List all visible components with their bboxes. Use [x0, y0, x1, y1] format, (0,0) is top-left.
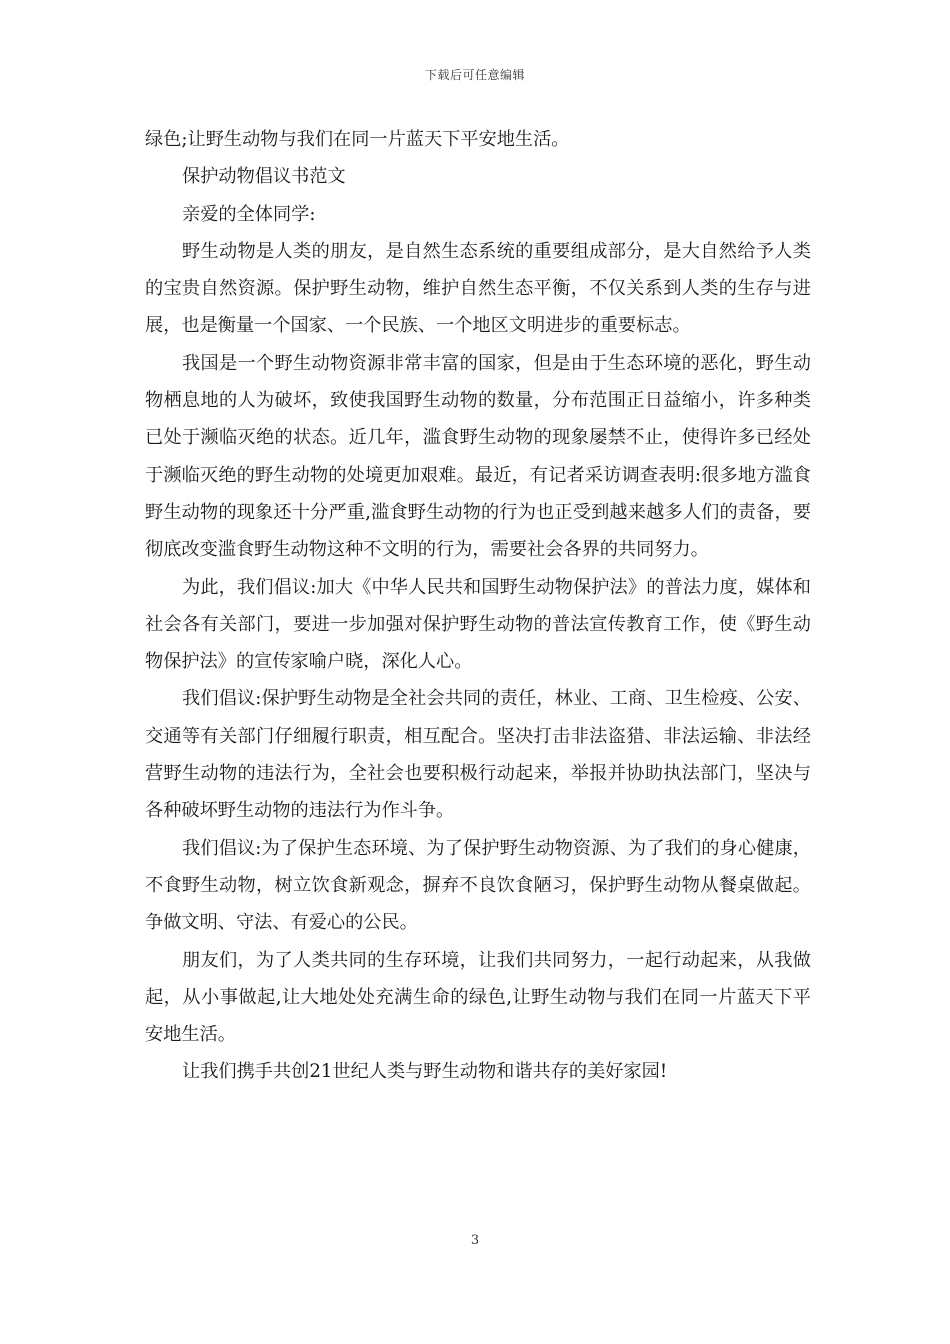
page-header: 下载后可任意编辑: [424, 68, 525, 82]
paragraph: 朋友们，为了人类共同的生存环境，让我们共同努力，一起行动起来，从我做起，从小事做起,让大地处处充满生命的绿色,让野生动物与我们在同一片蓝天下平安地生活。: [145, 949, 811, 1046]
salutation: 亲爱的全体同学:: [182, 203, 316, 225]
document-body: [145, 121, 811, 1091]
paragraph: 野生动物是人类的朋友，是自然生态系统的重要组成部分，是大自然给予人类的宝贵自然资源。保护野生动物，维护自然生态平衡，不仅关系到人类的生存与进展，也是衡量一个国家、一个民族、一个地区文明进步的重要标志。: [145, 240, 811, 337]
paragraph: 我们倡议:保护野生动物是全社会共同的责任，林业、工商、卫生检疫、公安、交通等有关部门仔细履行职责，相互配合。坚决打击非法盗猎、非法运输、非法经营野生动物的违法行为，全社会也要积极行动起来，举报并协助执法部门，坚决与各种破坏野生动物的违法行为作斗争。: [145, 688, 811, 822]
paragraph-continuation: 绿色;让野生动物与我们在同一片蓝天下平安地生活。: [145, 129, 570, 150]
paragraph: 为此，我们倡议:加大《中华人民共和国野生动物保护法》的普法力度，媒体和社会各有关部门，要进一步加强对保护野生动物的普法宣传教育工作，使《野生动物保护法》的宣传家喻户晓，深化人心。: [145, 576, 811, 673]
paragraph: 我国是一个野生动物资源非常丰富的国家，但是由于生态环境的恶化，野生动物栖息地的人为破坏，致使我国野生动物的数量，分布范围正日益缩小，许多种类已处于濒临灭绝的状态。近几年，滥食野生动物的现象屡禁不止，使得许多已经处于濒临灭绝的野生动物的处境更加艰难。最近，有记者采访调查表明:很多地方滥食野生动物的现象还十分严重,滥食野生动物的行为也正受到越来越多人们的责备，要彻底改变滥食野生动物这种不文明的行为，需要社会各界的共同努力。: [145, 352, 811, 561]
paragraph: 我们倡议:为了保护生态环境、为了保护野生动物资源、为了我们的身心健康，不食野生动物，树立饮食新观念，摒弃不良饮食陋习，保护野生动物从餐桌做起。争做文明、守法、有爱心的公民。: [145, 837, 811, 934]
page-number: 3: [470, 1233, 480, 1248]
closing-line: 让我们携手共创21世纪人类与野生动物和谐共存的美好家园!: [182, 1061, 668, 1083]
document-title: 保护动物倡议书范文: [182, 166, 346, 188]
